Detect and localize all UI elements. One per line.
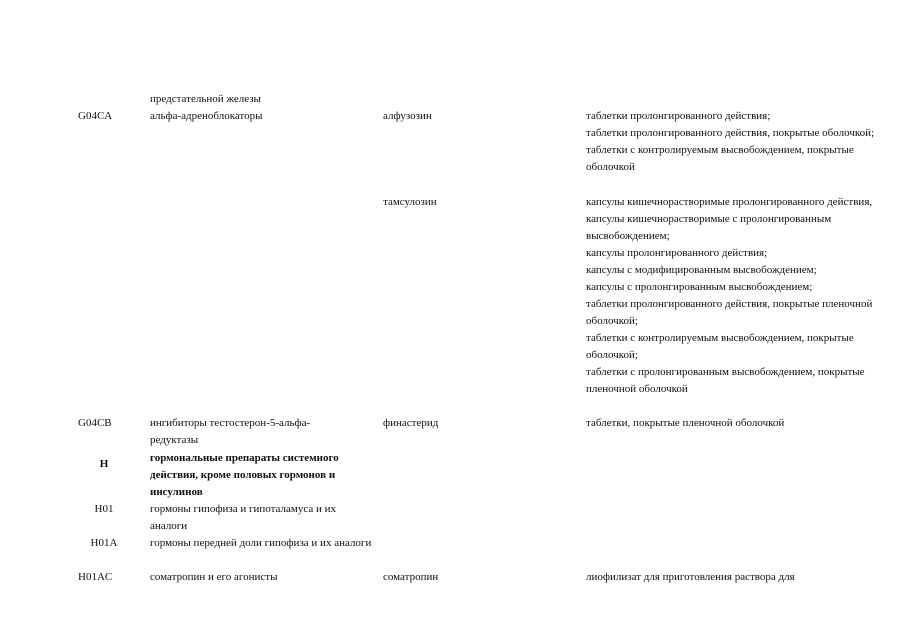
atc-code: G04CB — [78, 417, 112, 429]
dosage-form: таблетки пролонгированного действия, покрытые оболочкой; — [586, 127, 875, 139]
dosage-form: капсулы кишечнорастворимые пролонгированного действия, — [586, 196, 873, 208]
dosage-form: таблетки с контролируемым высвобождением, покрытые оболочкой; — [586, 332, 854, 361]
group-name: альфа-адреноблокаторы — [150, 110, 263, 122]
atc-code: G04CA — [78, 110, 113, 122]
dosage-forms — [586, 569, 886, 586]
drug-name: финастерид — [383, 417, 439, 429]
atc-code: H01 — [94, 503, 114, 515]
dosage-forms — [586, 108, 886, 176]
dosage-form: капсулы кишечнорастворимые с пролонгированным высвобождением; — [586, 213, 832, 242]
atc-code: H01A — [90, 537, 118, 549]
drug-name: алфузозин — [383, 110, 432, 122]
group-name: гормоны гипофиза и гипоталамуса и их аналоги — [150, 503, 337, 532]
dosage-form: таблетки с контролируемым высвобождением, покрытые оболочкой — [586, 144, 854, 173]
dosage-form: таблетки пролонгированного действия; — [586, 110, 771, 122]
dosage-form: таблетки с пролонгированным высвобождением, покрытые пленочной оболочкой — [586, 366, 865, 395]
atc-code: H — [99, 458, 109, 470]
group-name: гормоны передней доли гипофиза и их аналоги — [150, 537, 372, 549]
dosage-form: таблетки, покрытые пленочной оболочкой — [586, 417, 785, 429]
dosage-form: таблетки пролонгированного действия, покрытые пленочной оболочкой; — [586, 298, 873, 327]
dosage-forms — [586, 194, 886, 398]
drug-name: соматропин — [383, 571, 439, 583]
group-name: гормональные препараты системного действия, кроме половых гормонов и инсулинов — [150, 452, 339, 498]
group-name: соматропин и его агонисты — [150, 571, 278, 583]
dosage-form: капсулы с модифицированным высвобождением; — [586, 264, 817, 276]
group-name: ингибиторы тестостерон-5-альфа-редуктазы — [150, 417, 311, 446]
group-name: предстательной железы — [150, 93, 261, 105]
dosage-forms — [586, 415, 886, 432]
dosage-form: капсулы пролонгированного действия; — [586, 247, 768, 259]
drug-name: тамсулозин — [383, 196, 437, 208]
dosage-form: лиофилизат для приготовления раствора для — [586, 571, 795, 583]
dosage-form: капсулы с пролонгированным высвобождением; — [586, 281, 813, 293]
atc-code: H01AC — [78, 571, 113, 583]
